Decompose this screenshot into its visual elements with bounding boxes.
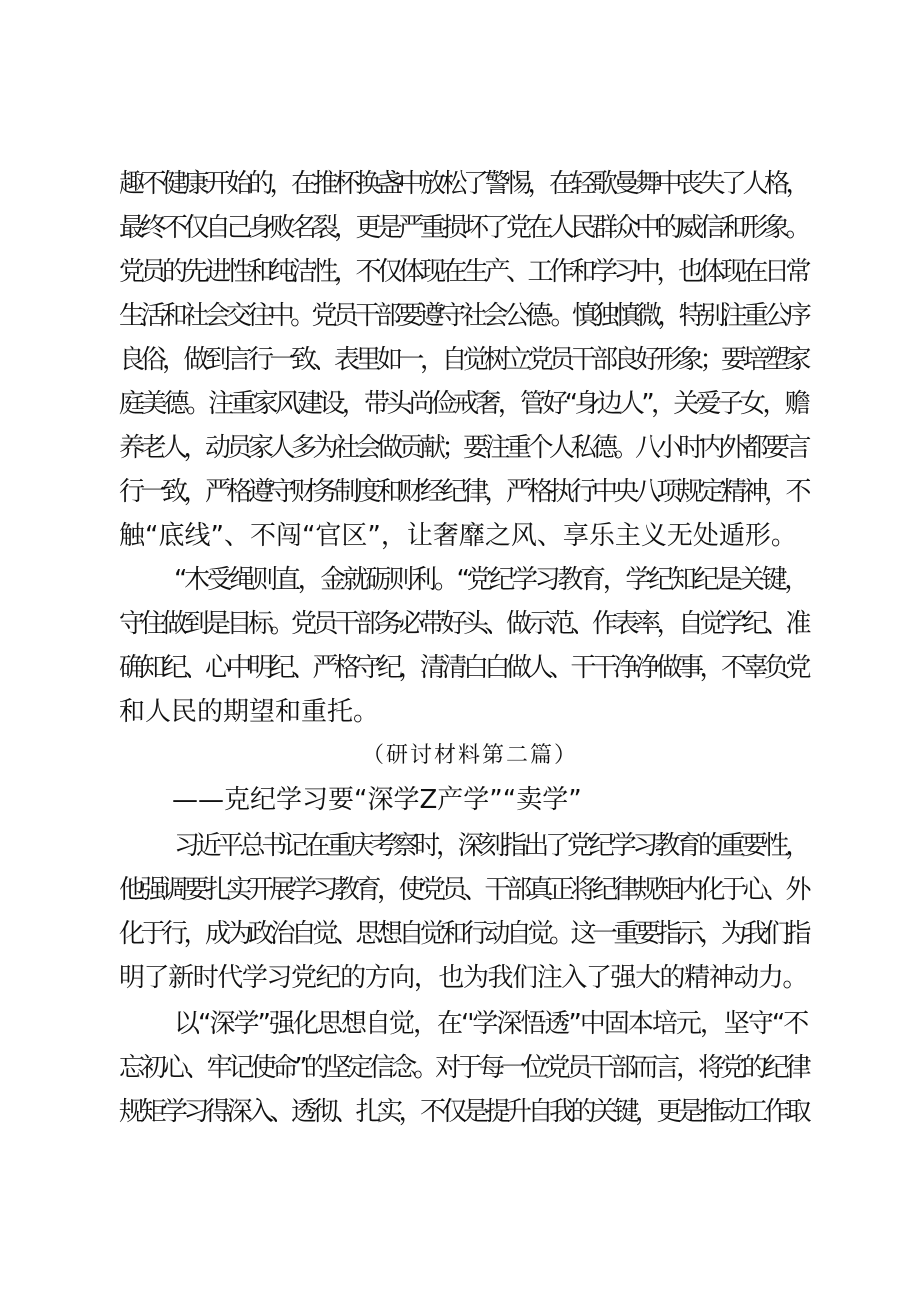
text-line: 行一致，严格遵守财务制度和财经纪律，严格执行中央八项规定精神，不 <box>119 477 808 507</box>
text-line: 明了新时代学习党纪的方向，也为我们注入了强大的精神动力。 <box>119 963 807 993</box>
section-heading: （研讨材料第二篇） <box>362 743 579 768</box>
text-line: 他强调要扎实开展学习教育，使党员、干部真正将纪律规矩内化于心、外 <box>119 875 808 905</box>
text-line: 养老人，动员家人多为社会做贡献；要注重个人私德。八小时内外都要言 <box>119 433 808 463</box>
text-line: 良俗，做到言行一致、表里如一，自觉树立党员干部良好形象；要培塑家 <box>119 345 808 375</box>
text-line: 最终不仅自己身败名裂，更是严重损坏了党在人民群众中的威信和形象。 <box>119 213 808 243</box>
text-line: 化于行，成为政治自觉、思想自觉和行动自觉。这一重要指示，为我们指 <box>119 919 808 949</box>
text-line: 触“底线”、不闯“官区”，让奢靡之风、享乐主义无处遁形。 <box>119 521 797 551</box>
text-line: 规矩学习得深入、透彻、扎实，不仅是提升自我的关键，更是推动工作取 <box>119 1097 808 1127</box>
text-line: 党员的先进性和纯洁性，不仅体现在生产、工作和学习中，也体现在日常 <box>119 257 808 287</box>
text-line: 确知纪、心中明纪、严格守纪，清清白白做人、干干净净做事，不辜负党 <box>119 653 808 683</box>
subtitle: ——克纪学习要“深学Z产学”“卖学” <box>172 785 582 815</box>
text-line: 忘初心、牢记使命”的坚定信念。对于每一位党员干部而言，将党的纪律 <box>119 1053 808 1083</box>
text-line: 趣不健康开始的，在推杯换盏中放松了警惕，在轻歌曼舞中丧失了人格， <box>119 169 808 199</box>
text-line: 和人民的期望和重托。 <box>119 697 380 727</box>
text-line: “木受绳则直，金就砺则利。“党纪学习教育，学纪知纪是关键， <box>174 565 807 595</box>
text-line: 习近平总书记在重庆考察时，深刻指出了党纪学习教育的重要性， <box>174 831 808 861</box>
text-line: 生活和社会交往中。党员干部要遵守社会公德·。慎独慎微，特别注重公序 <box>119 301 808 331</box>
text-line: 以“深学”强化思想自觉，在‘'学深悟透”中固本培元，坚守“不 <box>174 1009 808 1039</box>
text-line: 守住做到是目标。党员干部务必带好头、做示范、作表率，自觉学纪、准 <box>119 609 808 639</box>
text-line: 庭美德。注重家风建设，带头尚俭戒奢，管好“身边人”，关爱子女，赡 <box>119 389 807 419</box>
